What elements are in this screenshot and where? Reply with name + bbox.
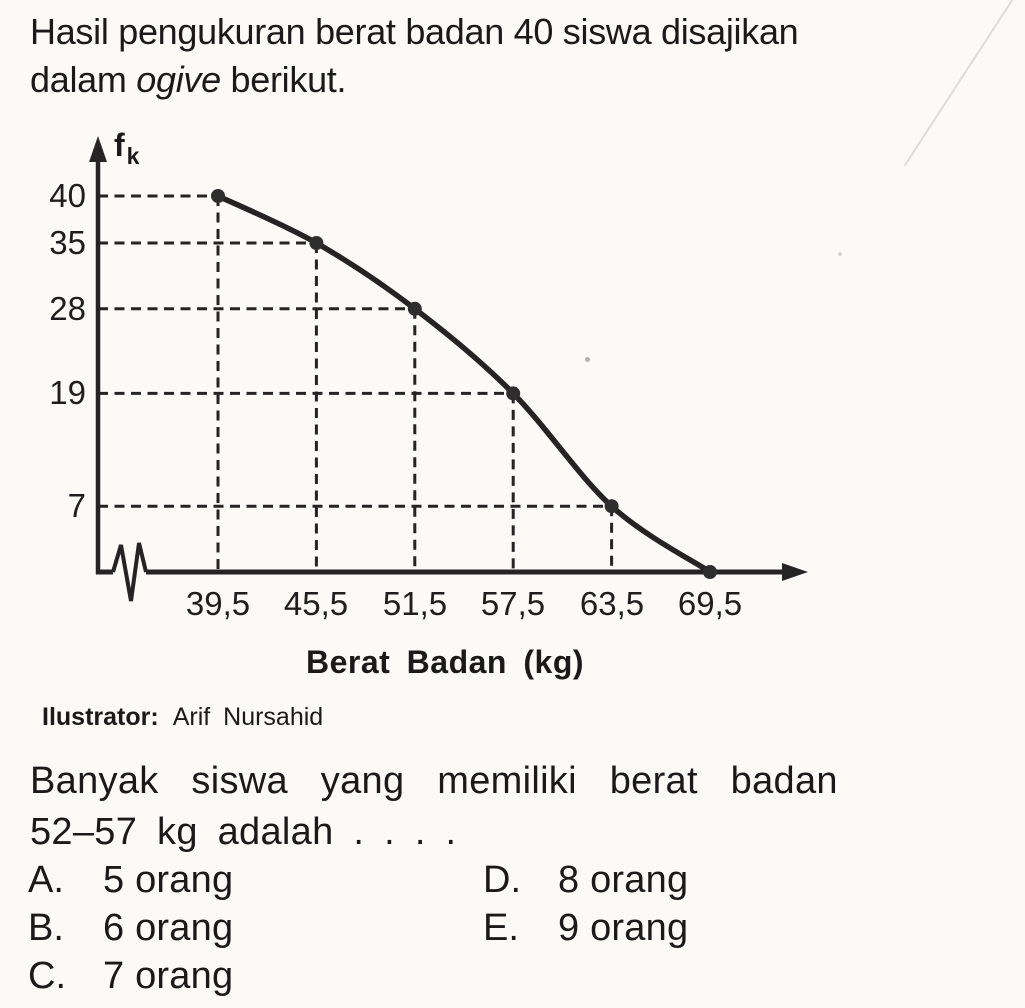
option-letter: A. (28, 859, 64, 901)
option-letter: E. (483, 907, 519, 949)
x-tick-label: 63,5 (579, 585, 645, 622)
option-row-c (28, 954, 233, 998)
ogive-curve (218, 196, 710, 572)
illustrator-credit (42, 703, 323, 732)
problem-statement-line2 (30, 56, 980, 104)
question-line1: Banyak siswa yang memiliki berat badan (30, 760, 838, 802)
illustrator-credit-name: Arif Nursahid (172, 703, 324, 731)
y-tick-label: 28 (49, 290, 86, 327)
y-tick-label: 35 (49, 224, 86, 261)
scan-speck (585, 357, 590, 362)
y-axis-arrow-icon (89, 136, 107, 162)
y-tick-label: 40 (49, 177, 86, 214)
x-axis-title: Berat Badan (kg) (305, 644, 585, 680)
problem-statement (30, 8, 980, 104)
x-axis-arrow-icon (782, 563, 808, 581)
scan-speck (838, 252, 842, 256)
question-line2: 52–57 kg adalah . . . . (30, 811, 457, 853)
x-axis-break-icon (113, 543, 146, 601)
data-point-marker (408, 302, 422, 316)
y-axis-label-k-subscript: k (126, 143, 140, 169)
problem-statement-line1: Hasil pengukuran berat badan 40 siswa disajikan (30, 11, 799, 52)
option-letter: D. (483, 859, 521, 901)
data-point-marker (211, 189, 225, 203)
illustrator-credit-label: Ilustrator: (42, 703, 159, 731)
data-point-marker (506, 386, 520, 400)
data-point-marker (703, 565, 717, 579)
option-text: 9 orang (558, 907, 689, 949)
y-tick-label: 19 (49, 374, 86, 411)
option-letter: C. (28, 955, 66, 997)
y-axis-label-f: f (114, 127, 125, 163)
data-point-marker (309, 236, 323, 250)
option-row-d (483, 858, 688, 902)
question-text (30, 756, 838, 858)
option-text: 8 orang (558, 859, 689, 901)
x-tick-label: 69,5 (677, 585, 743, 622)
option-row-b (28, 906, 233, 950)
option-text: 6 orang (103, 907, 234, 949)
x-tick-label: 57,5 (480, 585, 546, 622)
x-tick-label: 45,5 (283, 585, 349, 622)
x-tick-label: 51,5 (382, 585, 448, 622)
option-row-a (28, 858, 233, 902)
option-text: 5 orang (103, 859, 234, 901)
y-axis-label (114, 127, 140, 169)
title-line2-post: berikut. (230, 59, 347, 100)
title-ogive-word: ogive (136, 59, 221, 100)
title-line2-pre: dalam (30, 59, 127, 100)
option-row-e (483, 906, 688, 950)
data-point-marker (605, 499, 619, 513)
option-text: 7 orang (103, 955, 234, 997)
option-letter: B. (28, 907, 64, 949)
x-tick-label: 39,5 (185, 585, 251, 622)
y-tick-label: 7 (67, 487, 86, 524)
